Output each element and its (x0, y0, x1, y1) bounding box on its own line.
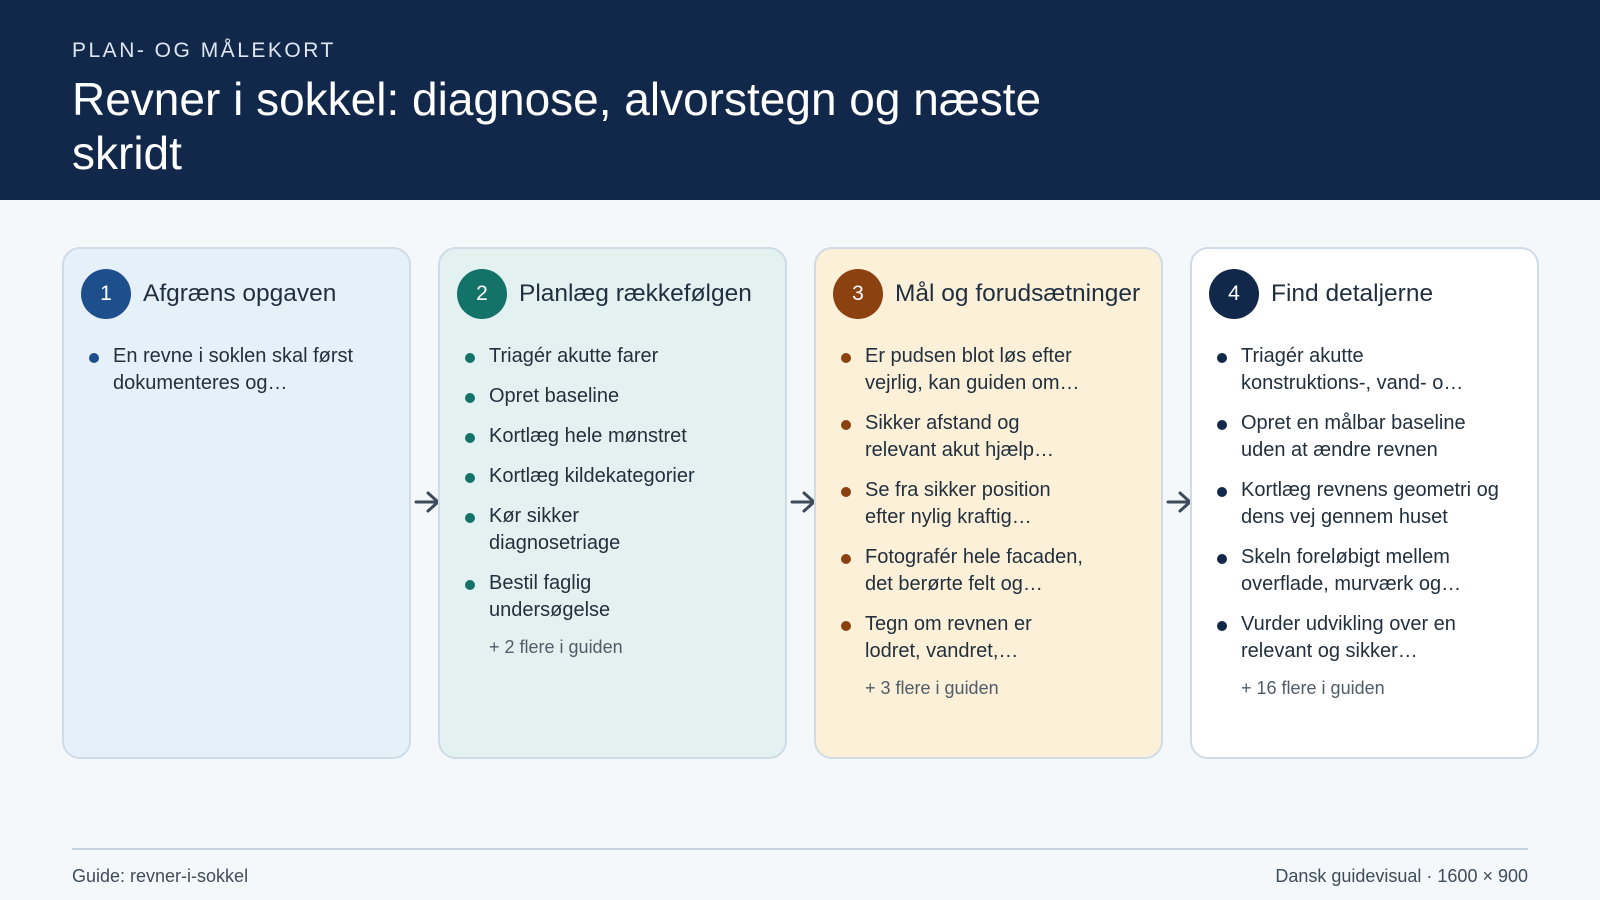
step-card-4 (1190, 247, 1539, 759)
bullet-dot (89, 353, 99, 363)
card-header (1209, 269, 1519, 319)
list-item (465, 423, 767, 450)
list-item (841, 343, 1143, 397)
more-in-guide-link[interactable]: + 16 flere i guiden (1241, 678, 1385, 698)
item-list (1209, 343, 1519, 665)
item-text: Tegn om revnen er lodret, vandret,… (865, 613, 1032, 662)
eyebrow-label: PLAN- OG MÅLEKORT (72, 39, 336, 62)
item-text: Triagér akutte farer (489, 345, 659, 367)
list-item (465, 383, 767, 410)
item-text: Sikker afstand og relevant akut hjælp… (865, 412, 1054, 461)
step-number-badge: 2 (457, 269, 507, 319)
card-title: Mål og forudsætninger (895, 280, 1141, 307)
card-header (457, 269, 767, 319)
header-banner (0, 0, 1600, 200)
card-title: Find detaljerne (1271, 280, 1434, 307)
item-text: Se fra sikker position efter nylig kraftig… (865, 479, 1051, 528)
list-item (1217, 477, 1519, 531)
step-card-2 (438, 247, 787, 759)
item-text: Kortlæg hele mønstret (489, 425, 687, 447)
list-item (1217, 343, 1519, 397)
step-number-badge: 1 (81, 269, 131, 319)
footer-divider (72, 848, 1528, 850)
bullet-dot (1217, 554, 1227, 564)
bullet-dot (465, 580, 475, 590)
item-text: Bestil faglig undersøgelse (489, 572, 611, 621)
bullet-dot (465, 393, 475, 403)
item-text: Triagér akutte konstruktions-, vand- o… (1241, 345, 1464, 394)
more-in-guide-link[interactable]: + 2 flere i guiden (489, 637, 623, 657)
step-number-badge: 3 (833, 269, 883, 319)
bullet-dot (1217, 353, 1227, 363)
card-title: Planlæg rækkefølgen (519, 280, 752, 307)
card-title: Afgræns opgaven (143, 280, 337, 307)
more-in-guide-link[interactable]: + 3 flere i guiden (865, 678, 999, 698)
bullet-dot (841, 621, 851, 631)
step-card-3 (814, 247, 1163, 759)
list-item (89, 343, 391, 397)
footer-credit: Dansk guidevisual · 1600 × 900 (1275, 866, 1528, 886)
bullet-dot (841, 487, 851, 497)
list-item (1217, 544, 1519, 598)
bullet-dot (841, 353, 851, 363)
page-title: Revner i sokkel: diagnose, alvorstegn og næste skridt (72, 73, 1042, 179)
bullet-dot (465, 433, 475, 443)
list-item (1217, 611, 1519, 665)
item-text: Er pudsen blot løs efter vejrlig, kan guiden om… (865, 345, 1080, 394)
bullet-dot (465, 513, 475, 523)
bullet-dot (1217, 487, 1227, 497)
bullet-dot (465, 473, 475, 483)
bullet-dot (841, 554, 851, 564)
item-text: Kør sikker diagnosetriage (489, 505, 621, 554)
list-item (841, 611, 1143, 665)
item-text: Kortlæg revnens geometri og dens vej gennem huset (1241, 479, 1499, 528)
card-header (833, 269, 1143, 319)
bullet-dot (1217, 621, 1227, 631)
card-header (81, 269, 391, 319)
item-text: Skeln foreløbigt mellem overflade, murværk og… (1241, 546, 1462, 595)
item-text: Opret en målbar baseline uden at ændre revnen (1241, 412, 1466, 461)
bullet-dot (465, 353, 475, 363)
item-text: En revne i soklen skal først dokumenteres og… (113, 345, 354, 394)
item-text: Opret baseline (489, 385, 620, 407)
footer-guide-label: Guide: revner-i-sokkel (72, 866, 249, 886)
bullet-dot (1217, 420, 1227, 430)
item-list (81, 343, 391, 397)
item-list (457, 343, 767, 624)
list-item (465, 570, 767, 624)
item-text: Fotografér hele facaden, det berørte felt og… (865, 546, 1083, 595)
list-item (465, 463, 767, 490)
step-card-1 (62, 247, 411, 759)
item-text: Vurder udvikling over en relevant og sikker… (1241, 613, 1456, 662)
bullet-dot (841, 420, 851, 430)
item-list (833, 343, 1143, 665)
list-item (841, 544, 1143, 598)
list-item (465, 503, 767, 557)
step-number-badge: 4 (1209, 269, 1259, 319)
item-text: Kortlæg kildekategorier (489, 465, 695, 487)
list-item (1217, 410, 1519, 464)
list-item (465, 343, 767, 370)
list-item (841, 410, 1143, 464)
list-item (841, 477, 1143, 531)
